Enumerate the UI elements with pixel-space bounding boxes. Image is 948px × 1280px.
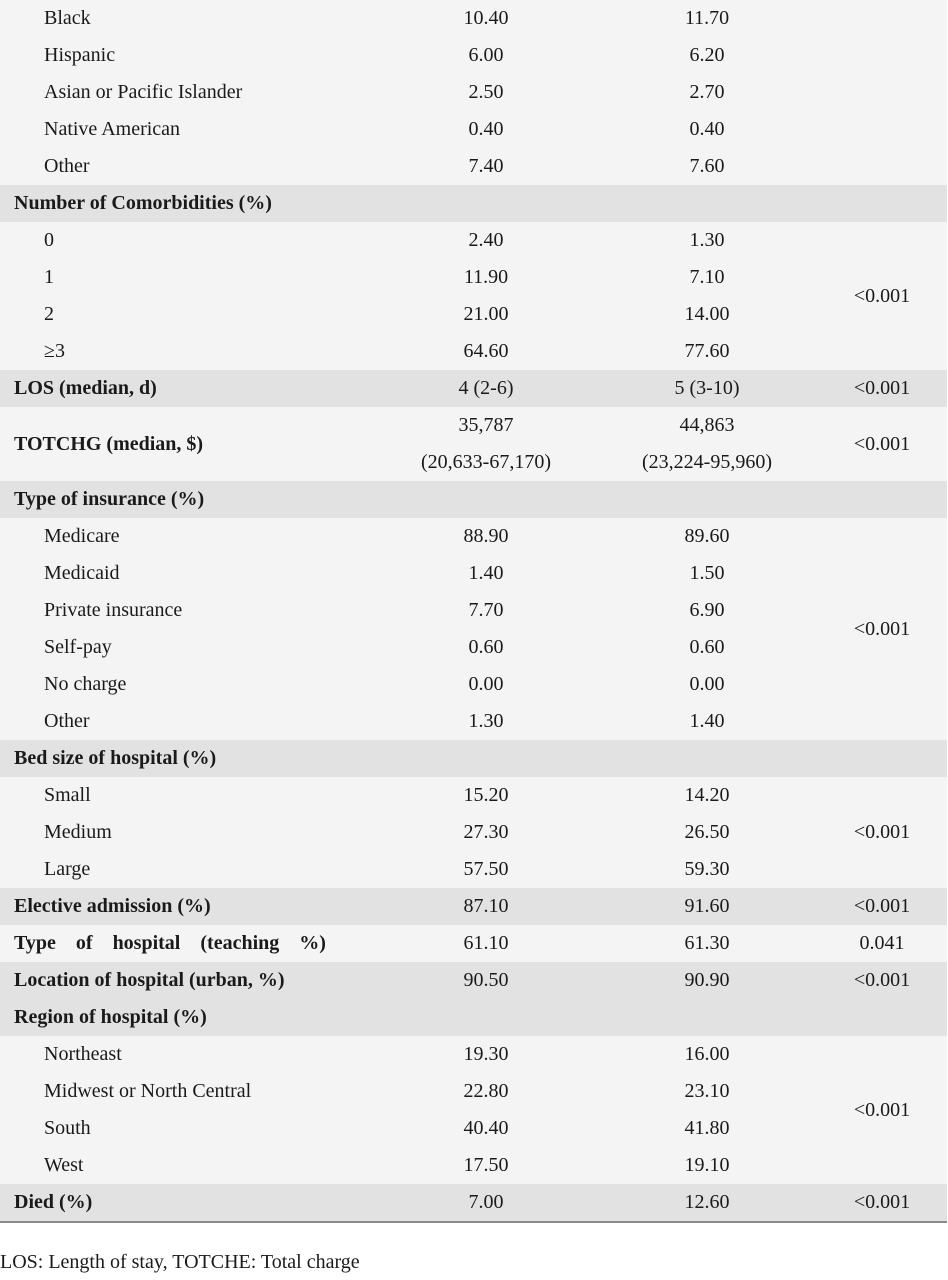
value-cell: 0.00: [375, 666, 597, 703]
p-value-cell: [817, 74, 947, 111]
row-label: Private insurance: [0, 592, 375, 629]
table-row: [0, 1147, 947, 1184]
label-word: (teaching: [200, 932, 280, 954]
value-cell: 87.10: [375, 888, 597, 925]
value-cell: 89.60: [597, 518, 817, 555]
value-cell: 0.60: [597, 629, 817, 666]
table-row: [0, 148, 947, 185]
row-label: Self-pay: [0, 629, 375, 666]
p-value-cell: <0.001: [817, 962, 947, 999]
value-cell: [597, 407, 817, 481]
row-label: 1: [0, 259, 375, 296]
table-row: [0, 592, 947, 629]
table-row: [0, 888, 947, 925]
p-value-cell: <0.001: [817, 407, 947, 481]
section-header-row: [0, 740, 947, 777]
row-label: Elective admission (%): [0, 888, 375, 925]
section-header: Region of hospital (%): [0, 999, 947, 1036]
value-cell: 6.20: [597, 37, 817, 74]
value-cell: 57.50: [375, 851, 597, 888]
p-value-cell: <0.001: [817, 888, 947, 925]
row-label: 2: [0, 296, 375, 333]
table-row: [0, 814, 947, 851]
value-cell: 17.50: [375, 1147, 597, 1184]
section-header-row: [0, 999, 947, 1036]
table-row: [0, 1110, 947, 1147]
row-label: Medicare: [0, 518, 375, 555]
value-cell: 26.50: [597, 814, 817, 851]
value-cell: 6.90: [597, 592, 817, 629]
table-row: [0, 333, 947, 370]
value-cell: 22.80: [375, 1073, 597, 1110]
value-cell: 64.60: [375, 333, 597, 370]
row-label: No charge: [0, 666, 375, 703]
value-cell: 7.60: [597, 148, 817, 185]
table-row: [0, 1184, 947, 1222]
value-cell: 61.10: [375, 925, 597, 962]
value-cell: 10.40: [375, 0, 597, 37]
row-label: Native American: [0, 111, 375, 148]
label-word: Type: [14, 932, 56, 954]
row-label: Asian or Pacific Islander: [0, 74, 375, 111]
value-cell: 1.40: [375, 555, 597, 592]
table-row: [0, 111, 947, 148]
row-label: Northeast: [0, 1036, 375, 1073]
label-word: %): [299, 932, 326, 954]
value-cell: 19.10: [597, 1147, 817, 1184]
value-cell: 15.20: [375, 777, 597, 814]
row-label: West: [0, 1147, 375, 1184]
section-header-row: [0, 185, 947, 222]
table-row: [0, 555, 947, 592]
table-row: [0, 962, 947, 999]
justified-label: [14, 925, 326, 962]
value-cell: 27.30: [375, 814, 597, 851]
row-label: Small: [0, 777, 375, 814]
row-label: Other: [0, 703, 375, 740]
table-row: [0, 259, 947, 296]
value-cell: 77.60: [597, 333, 817, 370]
row-label: LOS (median, d): [0, 370, 375, 407]
table-row: [0, 666, 947, 703]
p-value-cell: <0.001: [817, 1184, 947, 1222]
table-row: [0, 296, 947, 333]
table-row: [0, 222, 947, 259]
table-row: [0, 407, 947, 481]
table-row: [0, 74, 947, 111]
value-cell: 7.00: [375, 1184, 597, 1222]
value-cell: 7.10: [597, 259, 817, 296]
section-header: Type of insurance (%): [0, 481, 947, 518]
value-cell: 11.70: [597, 0, 817, 37]
value-cell: 59.30: [597, 851, 817, 888]
value-cell: 21.00: [375, 296, 597, 333]
value-cell: 2.70: [597, 74, 817, 111]
value-cell: 11.90: [375, 259, 597, 296]
row-label: South: [0, 1110, 375, 1147]
p-value-cell: <0.001: [817, 370, 947, 407]
row-label: Black: [0, 0, 375, 37]
value-cell: 61.30: [597, 925, 817, 962]
row-label: Large: [0, 851, 375, 888]
value-cell: [375, 407, 597, 481]
row-label: Location of hospital (urban, %): [0, 962, 375, 999]
p-value-cell: 0.041: [817, 925, 947, 962]
table-row: [0, 1073, 947, 1110]
value-cell: 1.30: [597, 222, 817, 259]
table-row: [0, 370, 947, 407]
value-cell: 6.00: [375, 37, 597, 74]
table-footnote: LOS: Length of stay, TOTCHE: Total charge: [0, 1251, 360, 1273]
label-word: of: [75, 932, 93, 954]
row-label: Other: [0, 148, 375, 185]
row-label: 0: [0, 222, 375, 259]
p-value-cell: [817, 37, 947, 74]
table-row: [0, 703, 947, 740]
p-value-cell: [817, 0, 947, 37]
value-cell: 1.40: [597, 703, 817, 740]
table-row: [0, 851, 947, 888]
table-row: [0, 37, 947, 74]
iqr-value: (20,633-67,170): [421, 451, 551, 473]
p-value-cell: [817, 148, 947, 185]
value-cell: 90.90: [597, 962, 817, 999]
row-label: Midwest or North Central: [0, 1073, 375, 1110]
value-cell: 2.50: [375, 74, 597, 111]
table-row: [0, 777, 947, 814]
p-value-cell: <0.001: [817, 1036, 947, 1184]
value-cell: 7.70: [375, 592, 597, 629]
median-value: 35,787: [458, 414, 514, 436]
median-value: 44,863: [679, 414, 735, 436]
value-cell: 1.50: [597, 555, 817, 592]
label-word: hospital: [112, 932, 181, 954]
value-cell: 23.10: [597, 1073, 817, 1110]
table-row: [0, 1036, 947, 1073]
row-label: TOTCHG (median, $): [0, 407, 375, 481]
section-header: Number of Comorbidities (%): [0, 185, 947, 222]
value-cell: 0.60: [375, 629, 597, 666]
row-label: Medium: [0, 814, 375, 851]
value-cell: 5 (3-10): [597, 370, 817, 407]
p-value-cell: <0.001: [817, 777, 947, 888]
table-row: [0, 0, 947, 37]
row-label: Medicaid: [0, 555, 375, 592]
value-cell: 14.20: [597, 777, 817, 814]
row-label: [0, 925, 375, 962]
table-row: [0, 518, 947, 555]
table-row: [0, 629, 947, 666]
value-cell: 14.00: [597, 296, 817, 333]
p-value-cell: [817, 111, 947, 148]
row-label: Hispanic: [0, 37, 375, 74]
value-cell: 0.00: [597, 666, 817, 703]
value-cell: 19.30: [375, 1036, 597, 1073]
value-cell: 40.40: [375, 1110, 597, 1147]
value-cell: 2.40: [375, 222, 597, 259]
value-cell: 91.60: [597, 888, 817, 925]
row-label: ≥3: [0, 333, 375, 370]
value-cell: 0.40: [375, 111, 597, 148]
value-cell: 12.60: [597, 1184, 817, 1222]
value-cell: 88.90: [375, 518, 597, 555]
row-label: Died (%): [0, 1184, 375, 1222]
section-header: Bed size of hospital (%): [0, 740, 947, 777]
value-cell: 16.00: [597, 1036, 817, 1073]
section-header-row: [0, 481, 947, 518]
value-cell: 7.40: [375, 148, 597, 185]
value-cell: 0.40: [597, 111, 817, 148]
p-value-cell: <0.001: [817, 222, 947, 370]
table-row: [0, 925, 947, 962]
value-cell: 41.80: [597, 1110, 817, 1147]
p-value-cell: <0.001: [817, 518, 947, 740]
value-cell: 1.30: [375, 703, 597, 740]
value-cell: 90.50: [375, 962, 597, 999]
iqr-value: (23,224-95,960): [642, 451, 772, 473]
value-cell: 4 (2-6): [375, 370, 597, 407]
